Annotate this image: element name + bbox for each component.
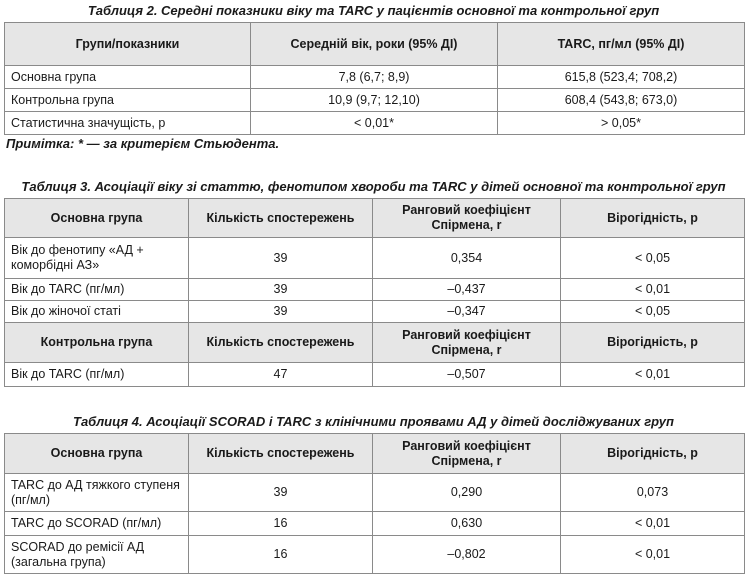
- table3-header-control-spearman: Ранговий коефіцієнт Спірмена, r: [373, 323, 561, 363]
- table2-note: Примітка: * — за критерієм Стьюдента.: [6, 136, 280, 151]
- table2-cell-tarc: > 0,05*: [498, 112, 745, 135]
- table2-cell-group: Основна група: [5, 66, 251, 89]
- table3-header-row-main: [5, 199, 745, 238]
- table3-title: Таблиця 3. Асоціації віку зі статтю, фенотипом хвороби та TARC у дітей основної та контрольної груп: [21, 179, 726, 194]
- table3-header-count: Кількість спостережень: [189, 199, 373, 238]
- table4-cell-label: TARC до АД тяжкого ступеня (пг/мл): [5, 474, 189, 512]
- table2-cell-group: Статистична значущість, p: [5, 112, 251, 135]
- table3-cell-label: Вік до TARC (пг/мл): [5, 279, 189, 301]
- table4-cell-label: TARC до SCORAD (пг/мл): [5, 512, 189, 536]
- table4-header-group: Основна група: [5, 434, 189, 474]
- table3-cell-p: < 0,01: [561, 363, 745, 387]
- table-row: [5, 536, 745, 574]
- table2-cell-tarc: 608,4 (543,8; 673,0): [498, 89, 745, 112]
- table3-cell-p: < 0,05: [561, 238, 745, 279]
- table4-cell-p: 0,073: [561, 474, 745, 512]
- table-row: [5, 363, 745, 387]
- table-row: [5, 89, 745, 112]
- table2-cell-age: 7,8 (6,7; 8,9): [251, 66, 498, 89]
- table3-cell-label: Вік до фенотипу «АД + коморбідні АЗ»: [5, 238, 189, 279]
- table3-header-control-group: Контрольна група: [5, 323, 189, 363]
- table-row: [5, 66, 745, 89]
- table-row: [5, 301, 745, 323]
- table3-cell-p: < 0,05: [561, 301, 745, 323]
- table4-cell-label: SCORAD до ремісії АД (загальна група): [5, 536, 189, 574]
- table4-title: Таблиця 4. Асоціації SCORAD і TARC з клінічними проявами АД у дітей досліджуваних груп: [73, 414, 674, 429]
- table3-cell-r: –0,507: [373, 363, 561, 387]
- table3-cell-count: 39: [189, 279, 373, 301]
- table2-cell-group: Контрольна група: [5, 89, 251, 112]
- table3: [4, 198, 745, 387]
- table3-cell-p: < 0,01: [561, 279, 745, 301]
- table4-cell-r: –0,802: [373, 536, 561, 574]
- table4-cell-count: 39: [189, 474, 373, 512]
- table2-header-age: Середній вік, роки (95% ДІ): [251, 23, 498, 66]
- table4-cell-r: 0,290: [373, 474, 561, 512]
- table4-header-count: Кількість спостережень: [189, 434, 373, 474]
- table3-header-row-control: [5, 323, 745, 363]
- table2-header-row: [5, 23, 745, 66]
- table-row: [5, 279, 745, 301]
- table4-cell-count: 16: [189, 536, 373, 574]
- table2-cell-tarc: 615,8 (523,4; 708,2): [498, 66, 745, 89]
- table3-cell-r: 0,354: [373, 238, 561, 279]
- table4-header-row: [5, 434, 745, 474]
- table3-cell-label: Вік до жіночої статі: [5, 301, 189, 323]
- table4-cell-r: 0,630: [373, 512, 561, 536]
- table4-header-p: Вірогідність, p: [561, 434, 745, 474]
- table2: [4, 22, 745, 135]
- table2-header-groups: Групи/показники: [5, 23, 251, 66]
- table2-cell-age: 10,9 (9,7; 12,10): [251, 89, 498, 112]
- table3-header-p: Вірогідність, p: [561, 199, 745, 238]
- table4-cell-count: 16: [189, 512, 373, 536]
- table3-cell-count: 39: [189, 301, 373, 323]
- table3-cell-r: –0,347: [373, 301, 561, 323]
- table4-cell-p: < 0,01: [561, 512, 745, 536]
- table3-header-group: Основна група: [5, 199, 189, 238]
- table4-header-spearman: Ранговий коефіцієнт Спірмена, r: [373, 434, 561, 474]
- table4-cell-p: < 0,01: [561, 536, 745, 574]
- table-row: [5, 512, 745, 536]
- table2-header-tarc: TARC, пг/мл (95% ДІ): [498, 23, 745, 66]
- table3-cell-count: 39: [189, 238, 373, 279]
- table-row: [5, 112, 745, 135]
- table-row: [5, 474, 745, 512]
- table3-cell-count: 47: [189, 363, 373, 387]
- table3-cell-label: Вік до TARC (пг/мл): [5, 363, 189, 387]
- table2-cell-age: < 0,01*: [251, 112, 498, 135]
- table2-title: Таблиця 2. Середні показники віку та TARC у пацієнтів основної та контрольної груп: [87, 3, 660, 18]
- table3-cell-r: –0,437: [373, 279, 561, 301]
- table3-header-control-count: Кількість спостережень: [189, 323, 373, 363]
- table4: [4, 433, 745, 574]
- table3-header-spearman: Ранговий коефіцієнт Спірмена, r: [373, 199, 561, 238]
- table-row: [5, 238, 745, 279]
- table3-header-control-p: Вірогідність, p: [561, 323, 745, 363]
